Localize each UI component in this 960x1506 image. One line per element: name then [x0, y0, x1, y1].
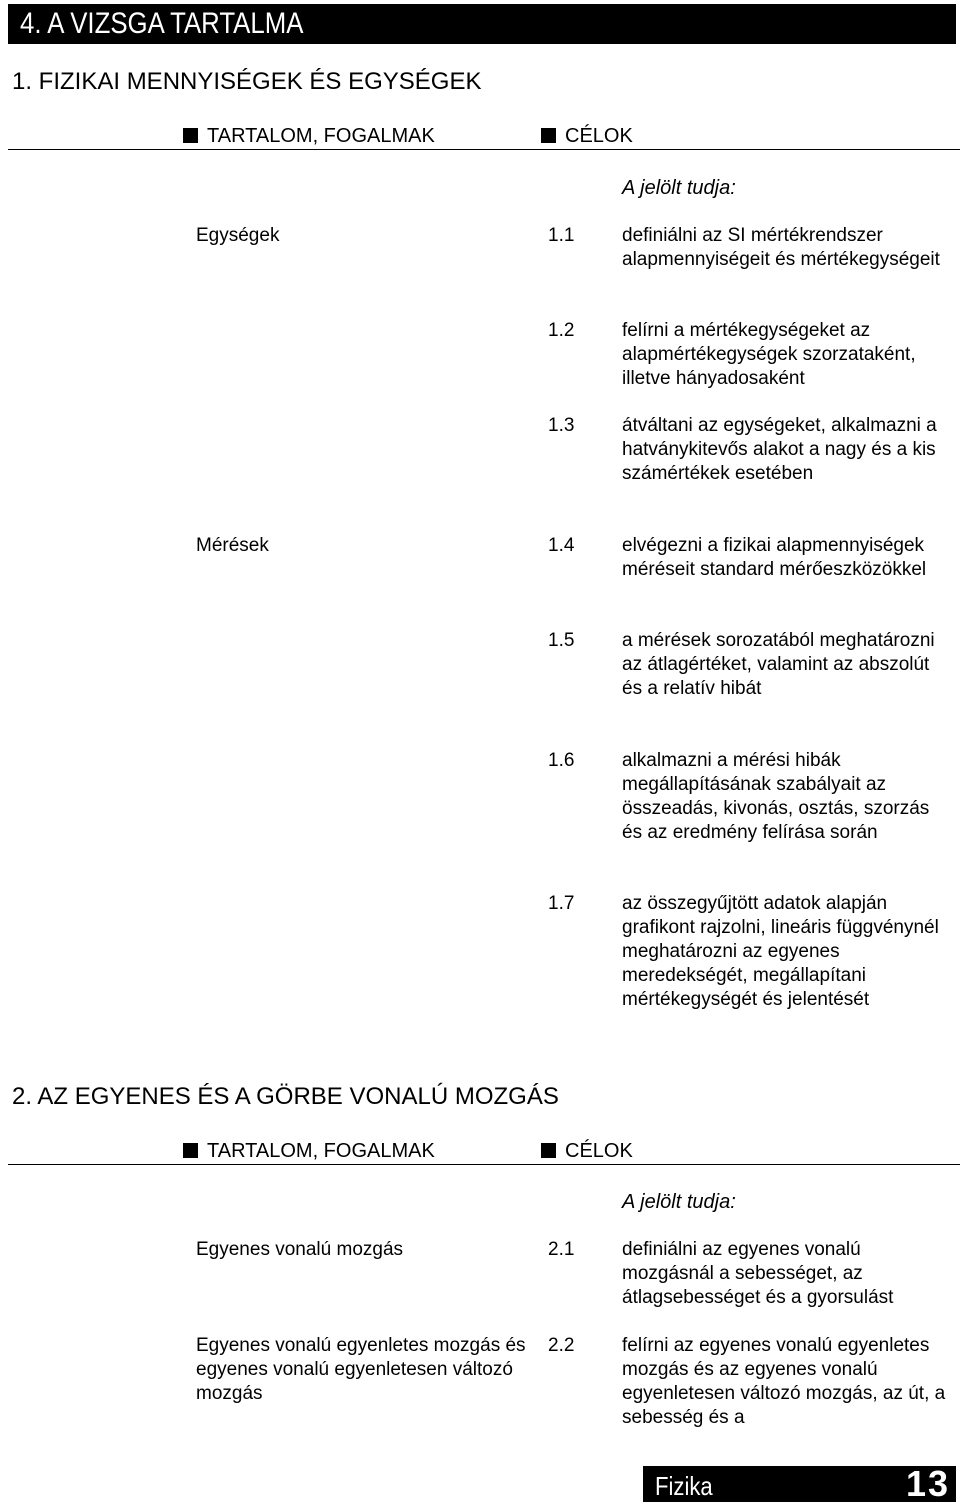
col-content-label: TARTALOM, FOGALMAK [207, 1140, 435, 1162]
goal-text: felírni a mértékegységeket az alapmértékegységek szorzataként, illetve hányadosaként [622, 320, 916, 389]
section-1-col-content [183, 124, 435, 148]
section-2-title: 2. AZ EGYENES ÉS A GÖRBE VONALÚ MOZGÁS [12, 1083, 559, 1110]
goal-number: 1.4 [548, 535, 575, 556]
square-bullet-icon [541, 1143, 556, 1158]
section-1-col-goals [541, 124, 633, 148]
topic-linear-motion: Egyenes vonalú mozgás [196, 1239, 404, 1260]
section-1-title: 1. FIZIKAI MENNYISÉGEK ÉS EGYSÉGEK [12, 68, 482, 95]
square-bullet-icon [541, 128, 556, 143]
goal-text: definiálni az egyenes vonalú mozgásnál a sebességet, az átlagsebességet és a gyorsulást [622, 1239, 894, 1308]
section-2-candidate-can: A jelölt tudja: [622, 1191, 736, 1213]
section-1-rule [8, 149, 960, 150]
goal-text: átváltani az egységeket, alkalmazni a hatványkitevős alakot a nagy és a kis számértékek esetében [622, 415, 937, 484]
goal-number: 2.1 [548, 1239, 575, 1260]
goal-number: 1.2 [548, 320, 575, 341]
page-footer [643, 1463, 956, 1504]
goal-text: alkalmazni a mérési hibák megállapításának szabályait az összeadás, kivonás, osztás, szorzás és az eredmény felírása során [622, 750, 930, 843]
topic-units: Egységek [196, 225, 280, 246]
col-goals-label: CÉLOK [565, 125, 633, 147]
topic-uniform-motion: Egyenes vonalú egyenletes mozgás és egyenes vonalú egyenletesen változó mozgás [196, 1335, 526, 1404]
goal-number: 1.6 [548, 750, 575, 771]
goal-text: az összegyűjtött adatok alapján grafikont rajzolni, lineáris függvénynél meghatározni az egyenes meredekségét, megállapítani mértékegységét és jelentését [622, 893, 939, 1010]
square-bullet-icon [183, 128, 198, 143]
section-2-rule [8, 1164, 960, 1165]
page-number: 13 [905, 1463, 950, 1504]
section-1-candidate-can: A jelölt tudja: [622, 177, 736, 199]
topic-measurements: Mérések [196, 535, 269, 556]
col-content-label: TARTALOM, FOGALMAK [207, 125, 435, 147]
square-bullet-icon [183, 1143, 198, 1158]
chapter-header [8, 4, 956, 44]
col-goals-label: CÉLOK [565, 1140, 633, 1162]
footer-subject: Fizika [655, 1471, 713, 1501]
chapter-title: 4. A VIZSGA TARTALMA [20, 7, 304, 40]
goal-number: 2.2 [548, 1335, 575, 1356]
goal-text: felírni az egyenes vonalú egyenletes mozgás és az egyenes vonalú egyenletesen változó mozgás, az út, a sebesség és a [622, 1335, 946, 1428]
goal-number: 1.1 [548, 225, 575, 246]
goal-text: elvégezni a fizikai alapmennyiségek méréseit standard mérőeszközökkel [622, 535, 927, 580]
goal-text: definiálni az SI mértékrendszer alapmennyiségeit és mértékegységeit [622, 225, 940, 270]
goal-number: 1.7 [548, 893, 575, 914]
goal-number: 1.3 [548, 415, 575, 436]
section-2-col-goals [541, 1139, 633, 1163]
section-2-col-content [183, 1139, 435, 1163]
goal-number: 1.5 [548, 630, 575, 651]
goal-text: a mérések sorozatából meghatározni az átlagértéket, valamint az abszolút és a relatív hibát [622, 630, 935, 699]
